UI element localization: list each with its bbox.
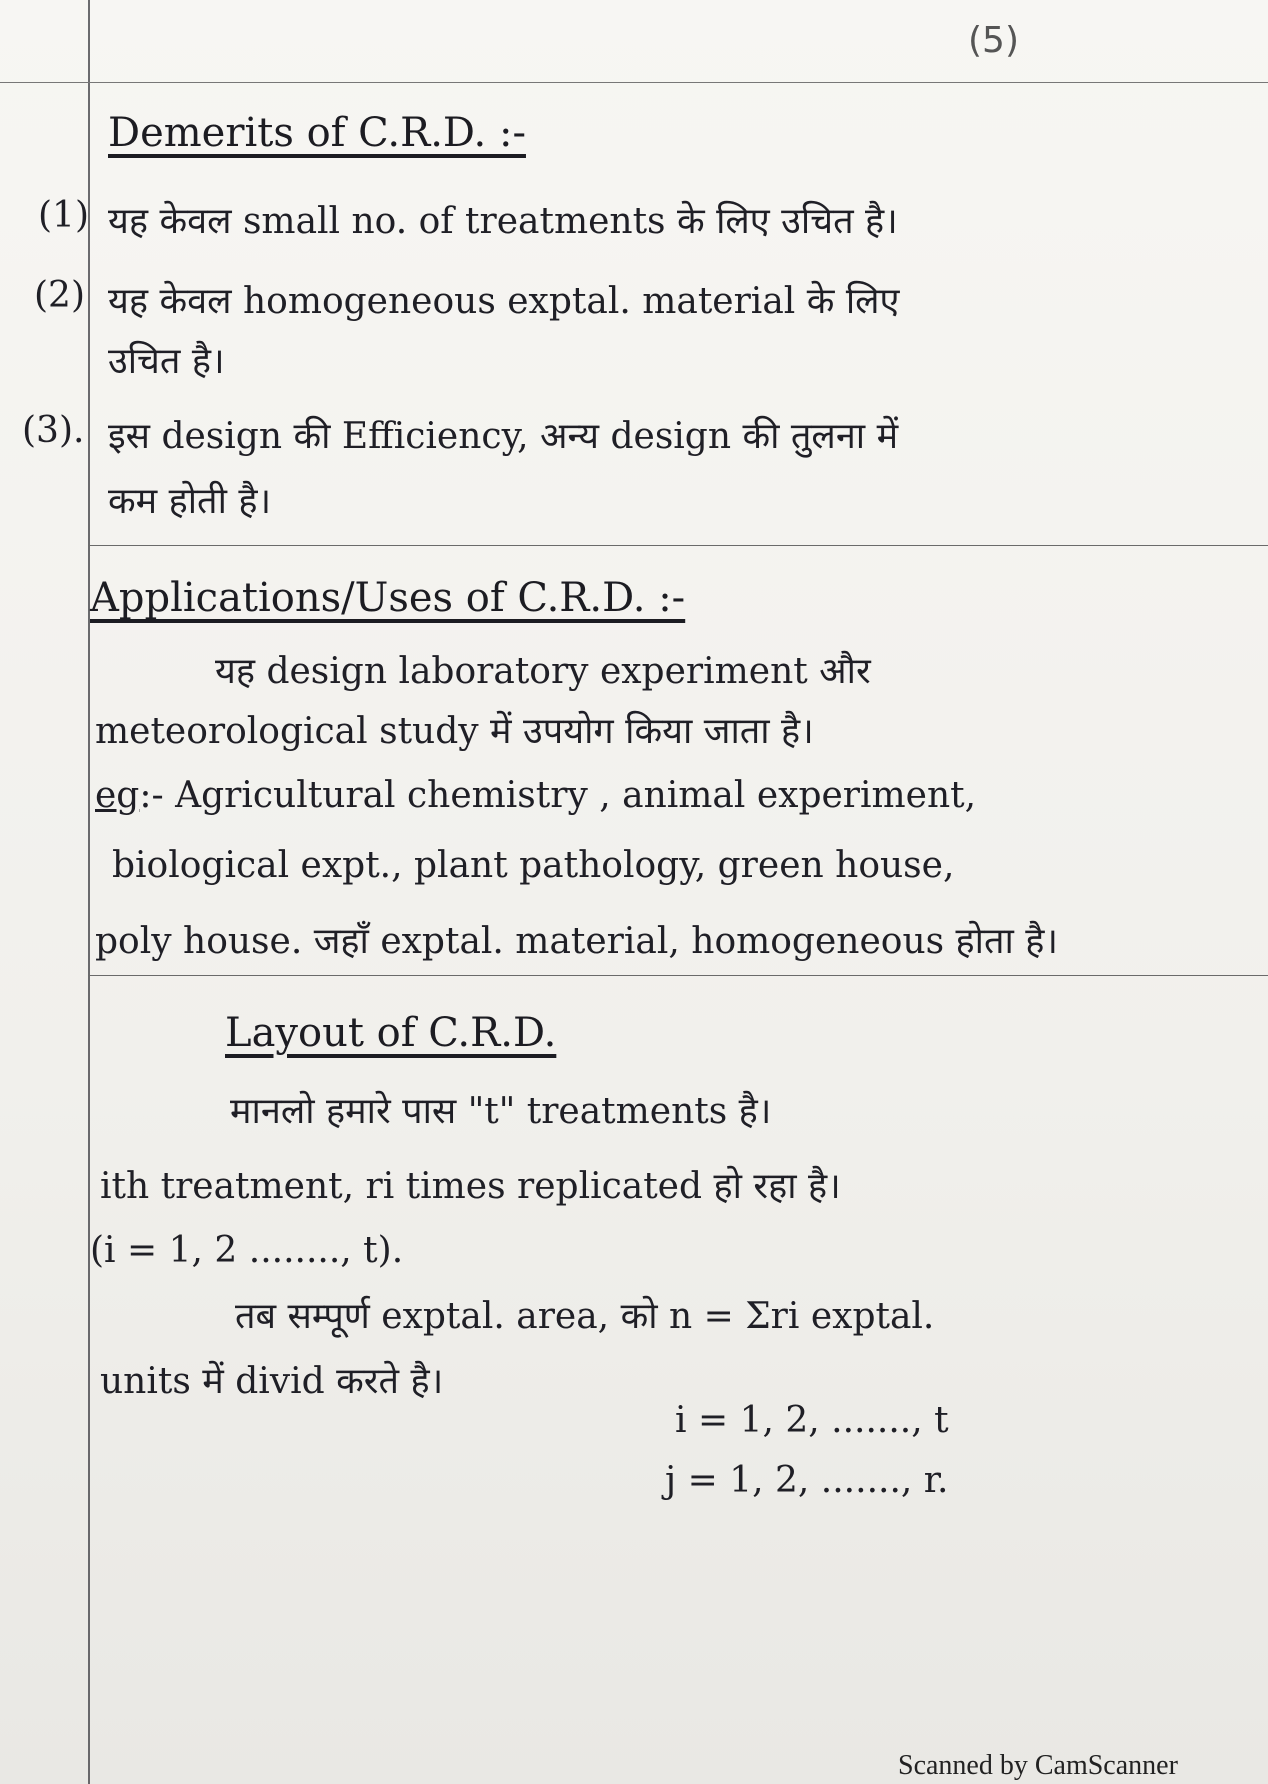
demerit-line-3a: इस design की Efficiency, अन्य design की तुलना में xyxy=(108,416,899,457)
demerit-number-2: (2) xyxy=(34,275,85,316)
page-number: (5) xyxy=(968,20,1019,61)
layout-line-1: मानलो हमारे पास "t" treatments है। xyxy=(230,1091,772,1132)
demerit-line-2a: यह केवल homogeneous exptal. material के लिए xyxy=(108,281,900,322)
demerit-line-1: यह केवल small no. of treatments के लिए उचित है। xyxy=(108,201,898,242)
demerit-line-2b: उचित है। xyxy=(108,341,225,382)
applications-line-4: biological expt., plant pathology, green house, xyxy=(112,845,955,886)
demerit-line-3b: कम होती है। xyxy=(108,481,272,522)
eg-label: eg xyxy=(95,775,140,816)
eg-text-1: :- Agricultural chemistry , animal experiment, xyxy=(139,775,977,816)
demerits-heading: Demerits of C.R.D. :- xyxy=(108,110,526,156)
layout-heading: Layout of C.R.D. xyxy=(225,1010,557,1056)
applications-line-5: poly house. जहाँ exptal. material, homogeneous होता है। xyxy=(95,921,1059,962)
applications-line-1: यह design laboratory experiment और xyxy=(215,651,871,692)
applications-eg-line xyxy=(95,775,976,816)
applications-heading: Applications/Uses of C.R.D. :- xyxy=(90,575,686,621)
applications-line-2: meteorological study में उपयोग किया जाता है। xyxy=(95,711,814,752)
layout-line-5: units में divid करते है। xyxy=(100,1361,444,1402)
section-divider-2 xyxy=(88,975,1268,976)
section-divider-1 xyxy=(88,545,1268,546)
index-j-range: j = 1, 2, ......., r. xyxy=(665,1460,949,1501)
scanner-watermark: Scanned by CamScanner xyxy=(898,1750,1178,1781)
demerit-number-3: (3). xyxy=(22,410,85,451)
top-rule xyxy=(0,82,1268,83)
layout-line-2: ith treatment, ri times replicated हो रहा है। xyxy=(100,1166,841,1207)
layout-line-4: तब सम्पूर्ण exptal. area, को n = Σri exptal. xyxy=(235,1296,935,1337)
layout-line-3: (i = 1, 2 ........, t). xyxy=(90,1230,404,1271)
index-i-range: i = 1, 2, ......., t xyxy=(675,1400,949,1441)
demerit-number-1: (1) xyxy=(38,195,89,236)
margin-line xyxy=(88,0,90,1784)
